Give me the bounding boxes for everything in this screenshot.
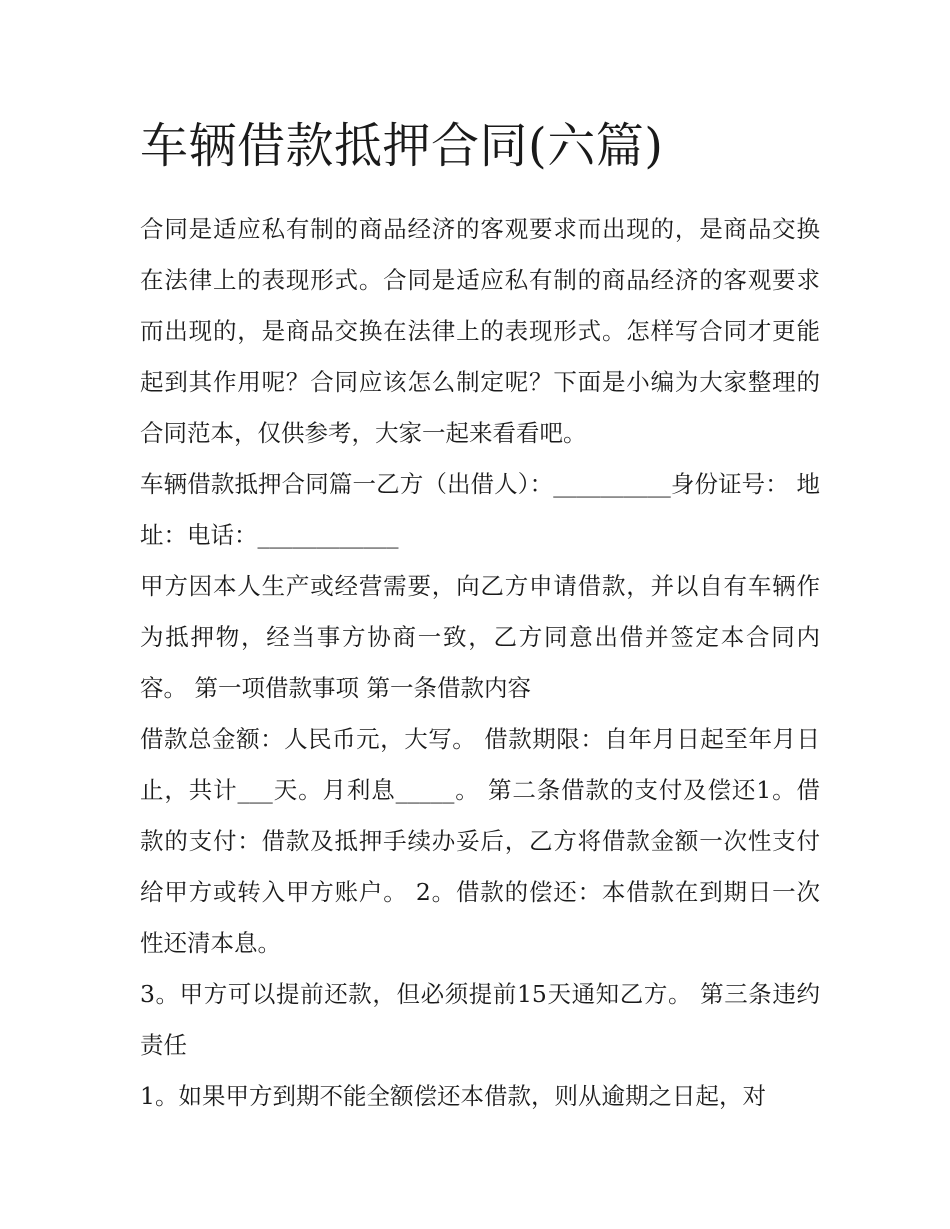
paragraph-intro: 合同是适应私有制的商品经济的客观要求而出现的，是商品交换在法律上的表现形式。合同是适应私有制的商品经济的客观要求而出现的，是商品交换在法律上的表现形式。怎样写合同才更能起到其作用呢？合同应该怎么制定呢？下面是小编为大家整理的合同范本，仅供参考，大家一起来看看吧。 [140, 215, 820, 447]
document-title: 车辆借款抵押合同(六篇) [140, 118, 664, 174]
paragraph-default: 1。如果甲方到期不能全额偿还本借款，则从逾期之日起，对 [140, 1082, 766, 1110]
paragraph-parties: 车辆借款抵押合同篇一乙方（出借人）：__________身份证号： 地址：电话：____________ [140, 470, 820, 549]
paragraph-loan-terms: 借款总金额：人民币元，大写。 借款期限：自年月日起至年月日止，共计___天。月利息_____。 第二条借款的支付及偿还1。借款的支付：借款及抵押手续办妥后，乙方将借款金额一次性支付给甲方或转入甲方账户。 2。借款的偿还：本借款在到期日一次性还清本息。 [140, 725, 820, 957]
paragraph-purpose: 甲方因本人生产或经营需要，向乙方申请借款，并以自有车辆作为抵押物，经当事方协商一致，乙方同意出借并签定本合同内容。 第一项借款事项 第一条借款内容 [140, 572, 820, 702]
paragraph-early-repayment: 3。甲方可以提前还款，但必须提前15天通知乙方。 第三条违约责任 [140, 980, 820, 1059]
document-page [140, 112, 820, 1122]
